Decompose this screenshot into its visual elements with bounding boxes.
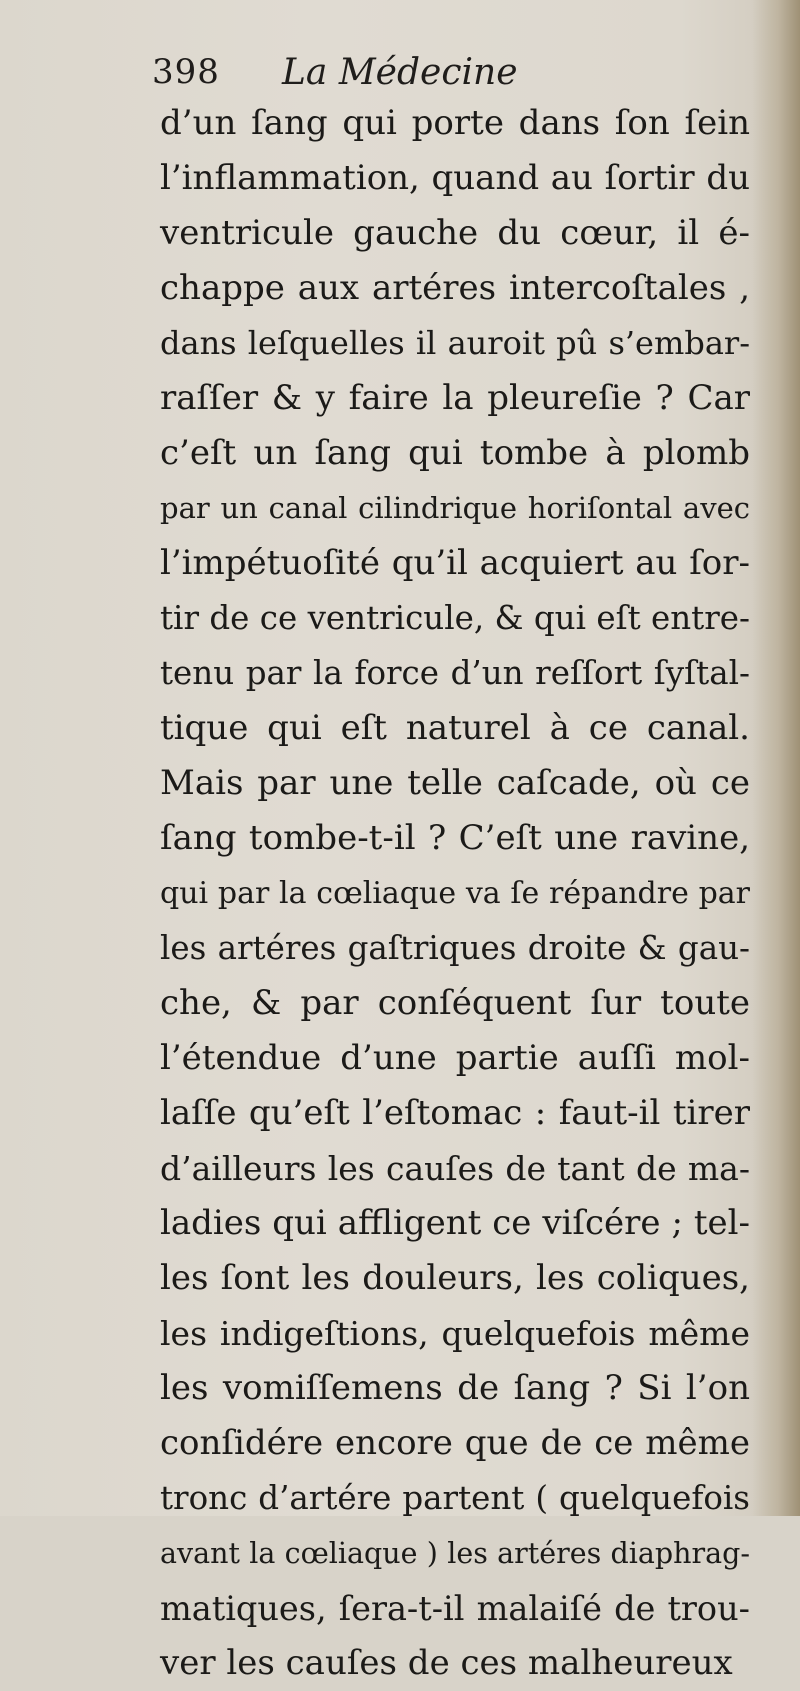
- running-title: La Médecine: [282, 52, 518, 93]
- text-line: ſang tombe-t-il ? C’eſt une ravine,: [160, 818, 750, 858]
- body-text: [160, 96, 750, 1691]
- text-line: tique qui eſt naturel à ce canal.: [160, 708, 750, 748]
- page-edge-shadow: [752, 0, 800, 1516]
- text-line: dans leſquelles il auroit pû s’embar-: [160, 324, 750, 362]
- text-line: tir de ce ventricule, & qui eſt entre-: [160, 599, 750, 637]
- text-line: tenu par la force d’un reſſort ſyſtal-: [160, 654, 750, 692]
- text-line: avant la cœliaque ) les artéres diaphrag-: [160, 1537, 750, 1570]
- text-line: l’étendue d’une partie auſſi mol-: [160, 1038, 750, 1078]
- text-line: les ſont les douleurs, les coliques,: [160, 1258, 750, 1298]
- text-line: ladies qui affligent ce viſcére ; tel-: [160, 1203, 750, 1243]
- text-line: les artéres gaſtriques droite & gau-: [160, 929, 750, 967]
- text-line: par un canal cilindrique horiſontal avec: [160, 491, 750, 525]
- text-line: ventricule gauche du cœur, il é-: [160, 213, 750, 253]
- text-line: d’un ſang qui porte dans ſon ſein: [160, 103, 750, 143]
- text-line: c’eſt un ſang qui tombe à plomb: [160, 433, 750, 473]
- text-line: conſidére encore que de ce même: [160, 1423, 750, 1463]
- text-line: les vomiſſemens de ſang ? Si l’on: [160, 1368, 750, 1408]
- text-line: raſſer & y faire la pleureſie ? Car: [160, 378, 750, 418]
- text-line: chappe aux artéres intercoſtales ,: [160, 268, 750, 308]
- text-line: qui par la cœliaque va ſe répandre par: [160, 876, 750, 911]
- text-line: tronc d’artére partent ( quelquefois: [160, 1479, 750, 1517]
- text-line: les indigeſtions, quelquefois même: [160, 1314, 750, 1353]
- text-line: l’impétuoſité qu’il acquiert au ſor-: [160, 543, 750, 583]
- text-line: matiques, ſera-t-il malaiſé de trou-: [160, 1589, 750, 1628]
- text-line: Mais par une telle caſcade, où ce: [160, 763, 750, 803]
- page-number: 398: [152, 52, 220, 92]
- text-line: l’inflammation, quand au ſortir du: [160, 158, 750, 198]
- text-line: ver les cauſes de ces malheureux: [160, 1643, 733, 1683]
- text-line: che, & par conſéquent ſur toute: [160, 983, 750, 1023]
- text-line: d’ailleurs les cauſes de tant de ma-: [160, 1149, 750, 1188]
- text-line: laſſe qu’eſt l’eſtomac : faut-il tirer: [160, 1093, 750, 1133]
